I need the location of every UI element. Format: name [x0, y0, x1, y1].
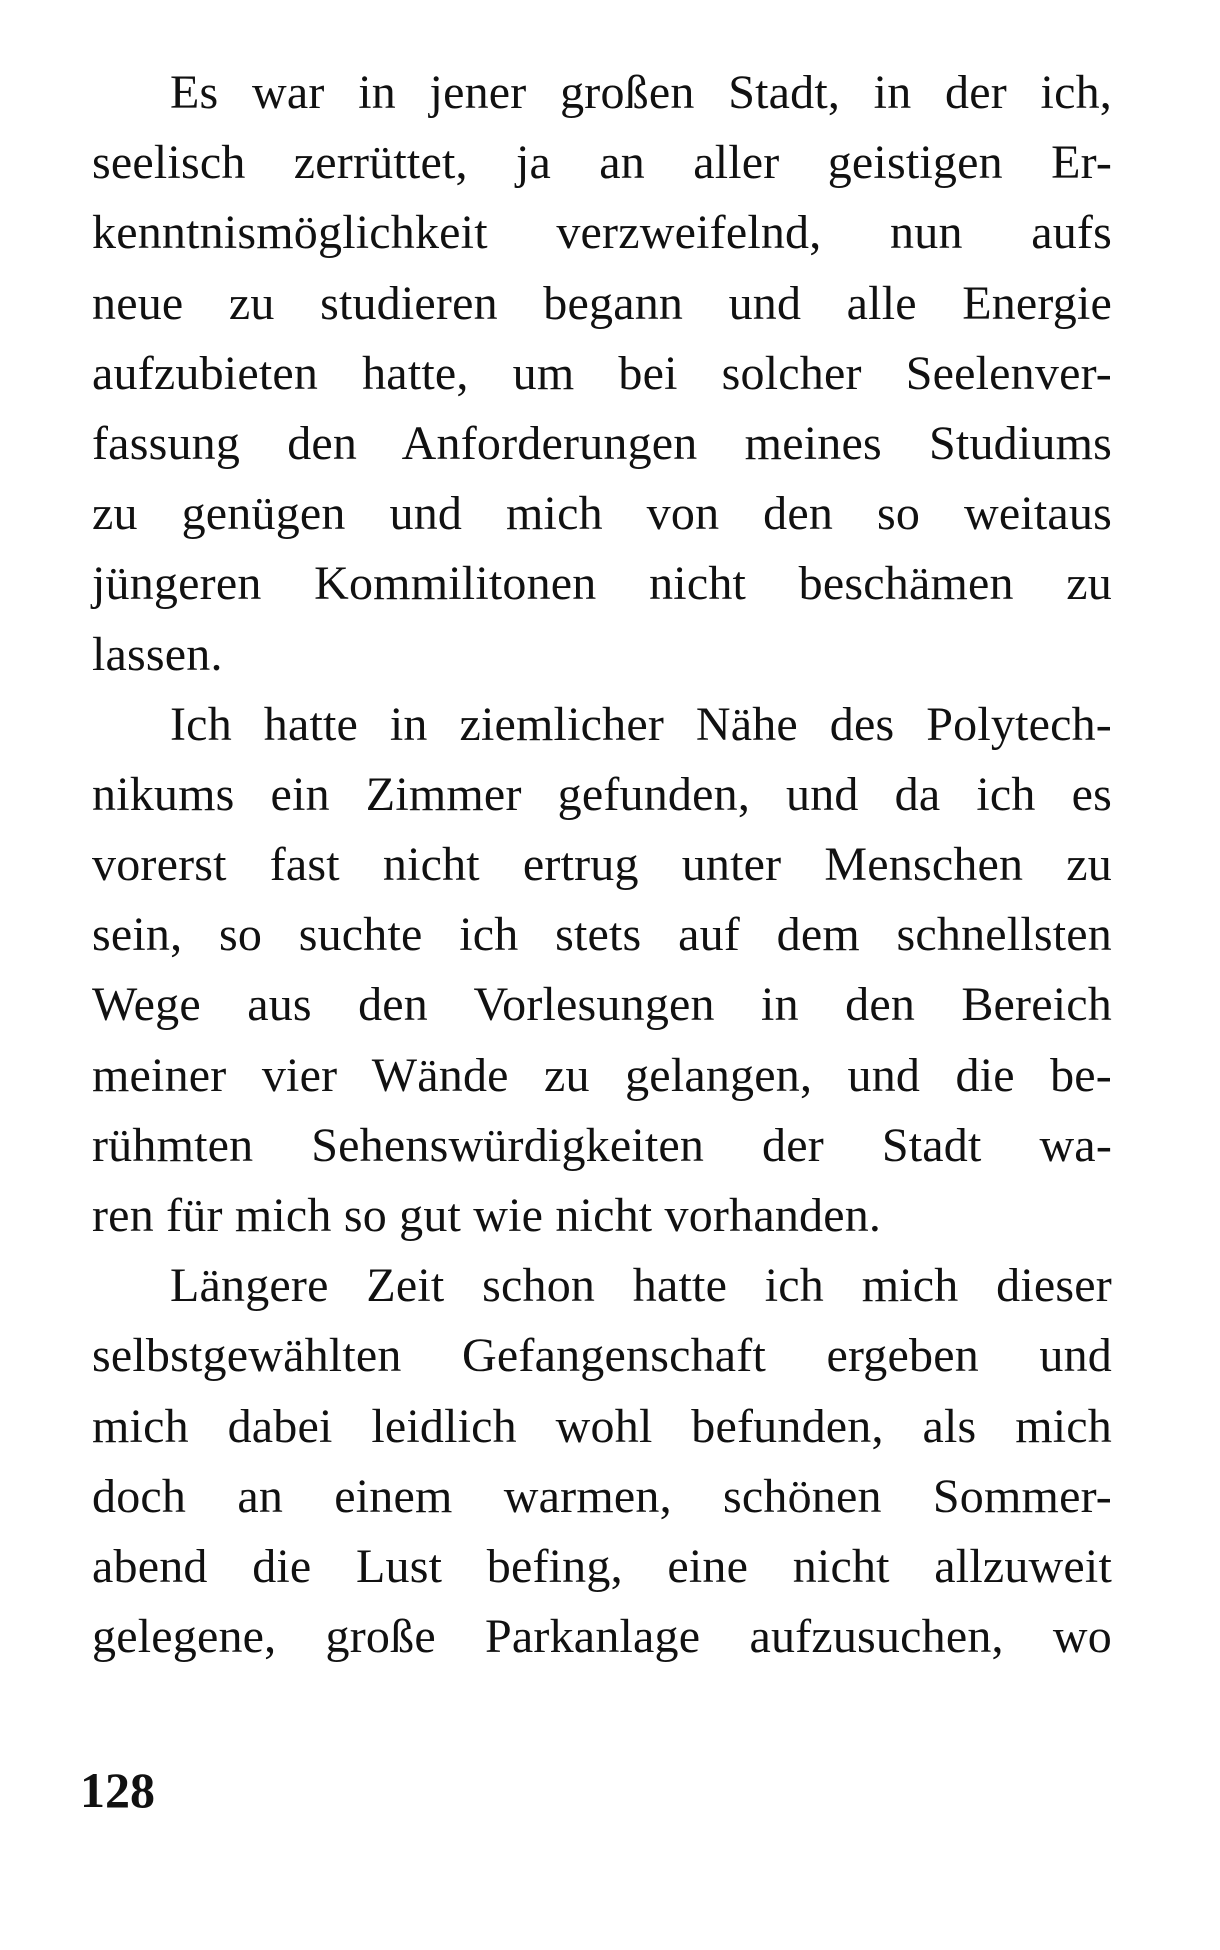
text-line: doch an einem warmen, schönen Sommer-	[92, 1469, 1112, 1523]
text-line: mich dabei leidlich wohl befunden, als mich	[92, 1399, 1112, 1453]
text-line: neue zu studieren begann und alle Energie	[92, 276, 1112, 330]
text-line: abend die Lust befing, eine nicht allzuweit	[92, 1539, 1112, 1593]
text-line: Längere Zeit schon hatte ich mich dieser	[170, 1259, 1112, 1313]
text-line: aufzubieten hatte, um bei solcher Seelenver-	[92, 346, 1112, 400]
page-number: 128	[80, 1762, 155, 1818]
text-line: Ich hatte in ziemlicher Nähe des Polytech-	[170, 697, 1112, 751]
text-line: kenntnismöglichkeit verzweifelnd, nun aufs	[92, 206, 1112, 260]
text-line: rühmten Sehenswürdigkeiten der Stadt wa-	[92, 1118, 1112, 1172]
text-line: meiner vier Wände zu gelangen, und die be-	[92, 1048, 1112, 1102]
text-line: gelegene, große Parkanlage aufzusuchen, wo	[92, 1610, 1112, 1664]
text-line: sein, so suchte ich stets auf dem schnellsten	[92, 908, 1112, 962]
text-line: fassung den Anforderungen meines Studiums	[92, 416, 1112, 470]
text-line: ren für mich so gut wie nicht vorhanden.	[92, 1189, 882, 1242]
text-line: selbstgewählten Gefangenschaft ergeben und	[92, 1329, 1112, 1383]
body-text	[92, 58, 1112, 1672]
text-line: seelisch zerrüttet, ja an aller geistigen Er-	[92, 136, 1112, 190]
text-line: zu genügen und mich von den so weitaus	[92, 487, 1112, 541]
text-line: vorerst fast nicht ertrug unter Menschen zu	[92, 838, 1112, 892]
text-line: Es war in jener großen Stadt, in der ich,	[170, 66, 1112, 119]
text-line: lassen.	[92, 627, 223, 681]
text-line: jüngeren Kommilitonen nicht beschämen zu	[92, 557, 1112, 611]
text-line: Wege aus den Vorlesungen in den Bereich	[92, 978, 1112, 1032]
text-line: nikums ein Zimmer gefunden, und da ich es	[92, 767, 1112, 821]
